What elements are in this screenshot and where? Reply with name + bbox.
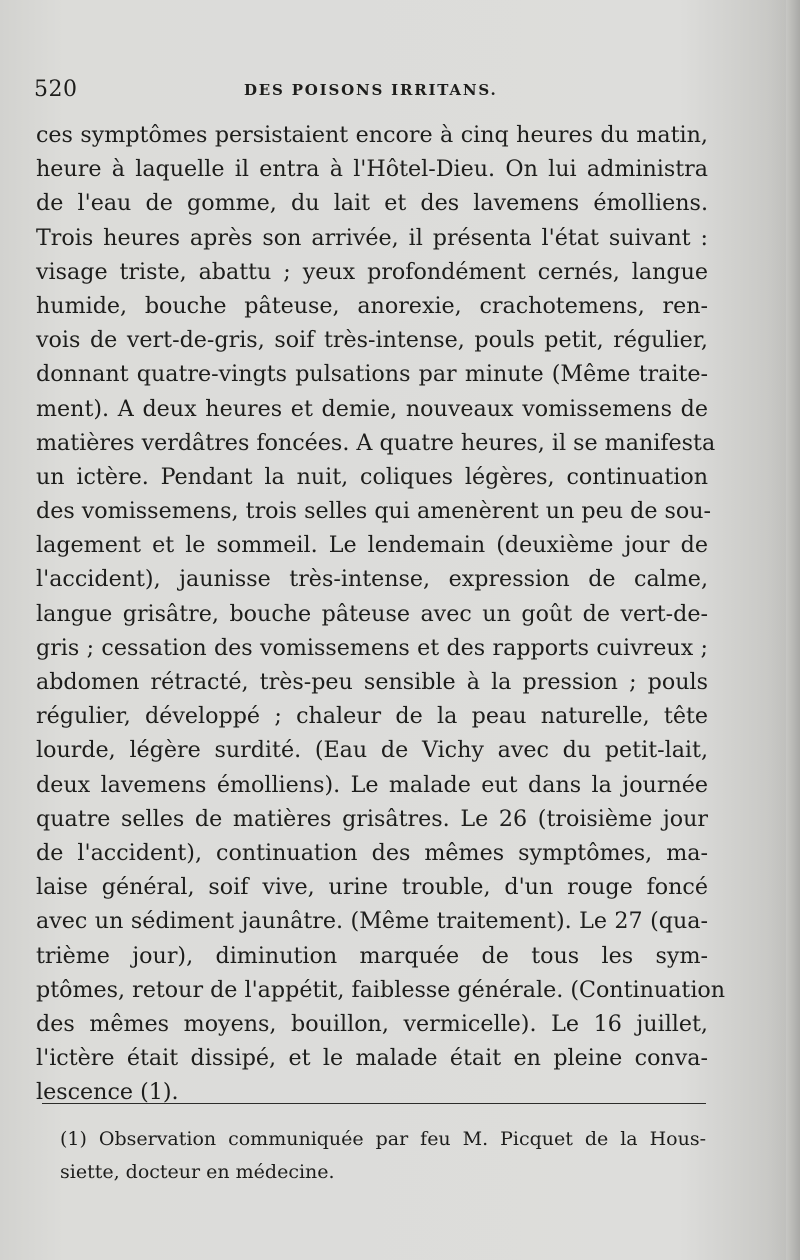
text-line: des mêmes moyens, bouillon, vermicelle). Le 16 juillet, <box>36 1010 708 1037</box>
text-line: l'ictère était dissipé, et le malade était en pleine conva- <box>36 1045 708 1072</box>
text-line: humide, bouche pâteuse, anorexie, crachotemens, ren- <box>36 292 708 319</box>
text-line: ment). A deux heures et demie, nouveaux vomissemens de <box>36 395 708 422</box>
page-edge <box>786 0 800 1260</box>
body-text <box>36 118 726 1109</box>
text-line: gris ; cessation des vomissemens et des rapports cuivreux ; <box>36 634 708 661</box>
text-line: un ictère. Pendant la nuit, coliques légères, continuation <box>36 463 708 490</box>
text-line: donnant quatre-vingts pulsations par minute (Même traite- <box>36 361 708 388</box>
text-line: l'accident), jaunisse très-intense, expression de calme, <box>36 566 708 593</box>
text-line: lourde, légère surdité. (Eau de Vichy avec du petit-lait, <box>36 737 708 764</box>
text-line: Trois heures après son arrivée, il présenta l'état suivant : <box>36 224 708 251</box>
footnote-line: siette, docteur en médecine. <box>60 1161 335 1183</box>
running-title: DES POISONS IRRITANS. <box>244 81 498 99</box>
text-line: lescence (1). <box>36 1079 179 1106</box>
footnote-rule <box>42 1103 706 1104</box>
footnote-line: (1) Observation communiquée par feu M. Picquet de la Hous- <box>60 1128 706 1150</box>
text-line: de l'eau de gomme, du lait et des lavemens émolliens. <box>36 190 708 217</box>
text-line: visage triste, abattu ; yeux profondément cernés, langue <box>36 258 708 285</box>
text-line: abdomen rétracté, très-peu sensible à la pression ; pouls <box>36 669 708 695</box>
text-line: de l'accident), continuation des mêmes symptômes, ma- <box>36 839 708 866</box>
text-line: deux lavemens émolliens). Le malade eut dans la journée <box>36 771 708 798</box>
text-line: matières verdâtres foncées. A quatre heures, il se manifesta <box>36 429 716 456</box>
footnote <box>60 1123 706 1189</box>
text-line: trième jour), diminution marquée de tous les sym- <box>36 942 708 969</box>
text-line: vois de vert-de-gris, soif très-intense, pouls petit, régulier, <box>36 327 708 354</box>
text-line: des vomissemens, trois selles qui amenèrent un peu de sou- <box>36 498 712 525</box>
running-head <box>34 77 709 107</box>
text-line: heure à laquelle il entra à l'Hôtel-Dieu. On lui administra <box>36 156 708 183</box>
text-line: langue grisâtre, bouche pâteuse avec un goût de vert-de- <box>36 600 708 627</box>
text-line: ces symptômes persistaient encore à cinq heures du matin, <box>36 122 708 148</box>
text-line: avec un sédiment jaunâtre. (Même traitement). Le 27 (qua- <box>36 908 708 935</box>
text-line: ptômes, retour de l'appétit, faiblesse générale. (Continuation <box>36 976 726 1003</box>
text-line: lagement et le sommeil. Le lendemain (deuxième jour de <box>36 532 708 559</box>
page-number: 520 <box>34 77 78 102</box>
text-line: régulier, développé ; chaleur de la peau naturelle, tête <box>36 703 708 730</box>
text-line: quatre selles de matières grisâtres. Le 26 (troisième jour <box>36 805 708 832</box>
text-line: laise général, soif vive, urine trouble, d'un rouge foncé <box>36 874 708 901</box>
